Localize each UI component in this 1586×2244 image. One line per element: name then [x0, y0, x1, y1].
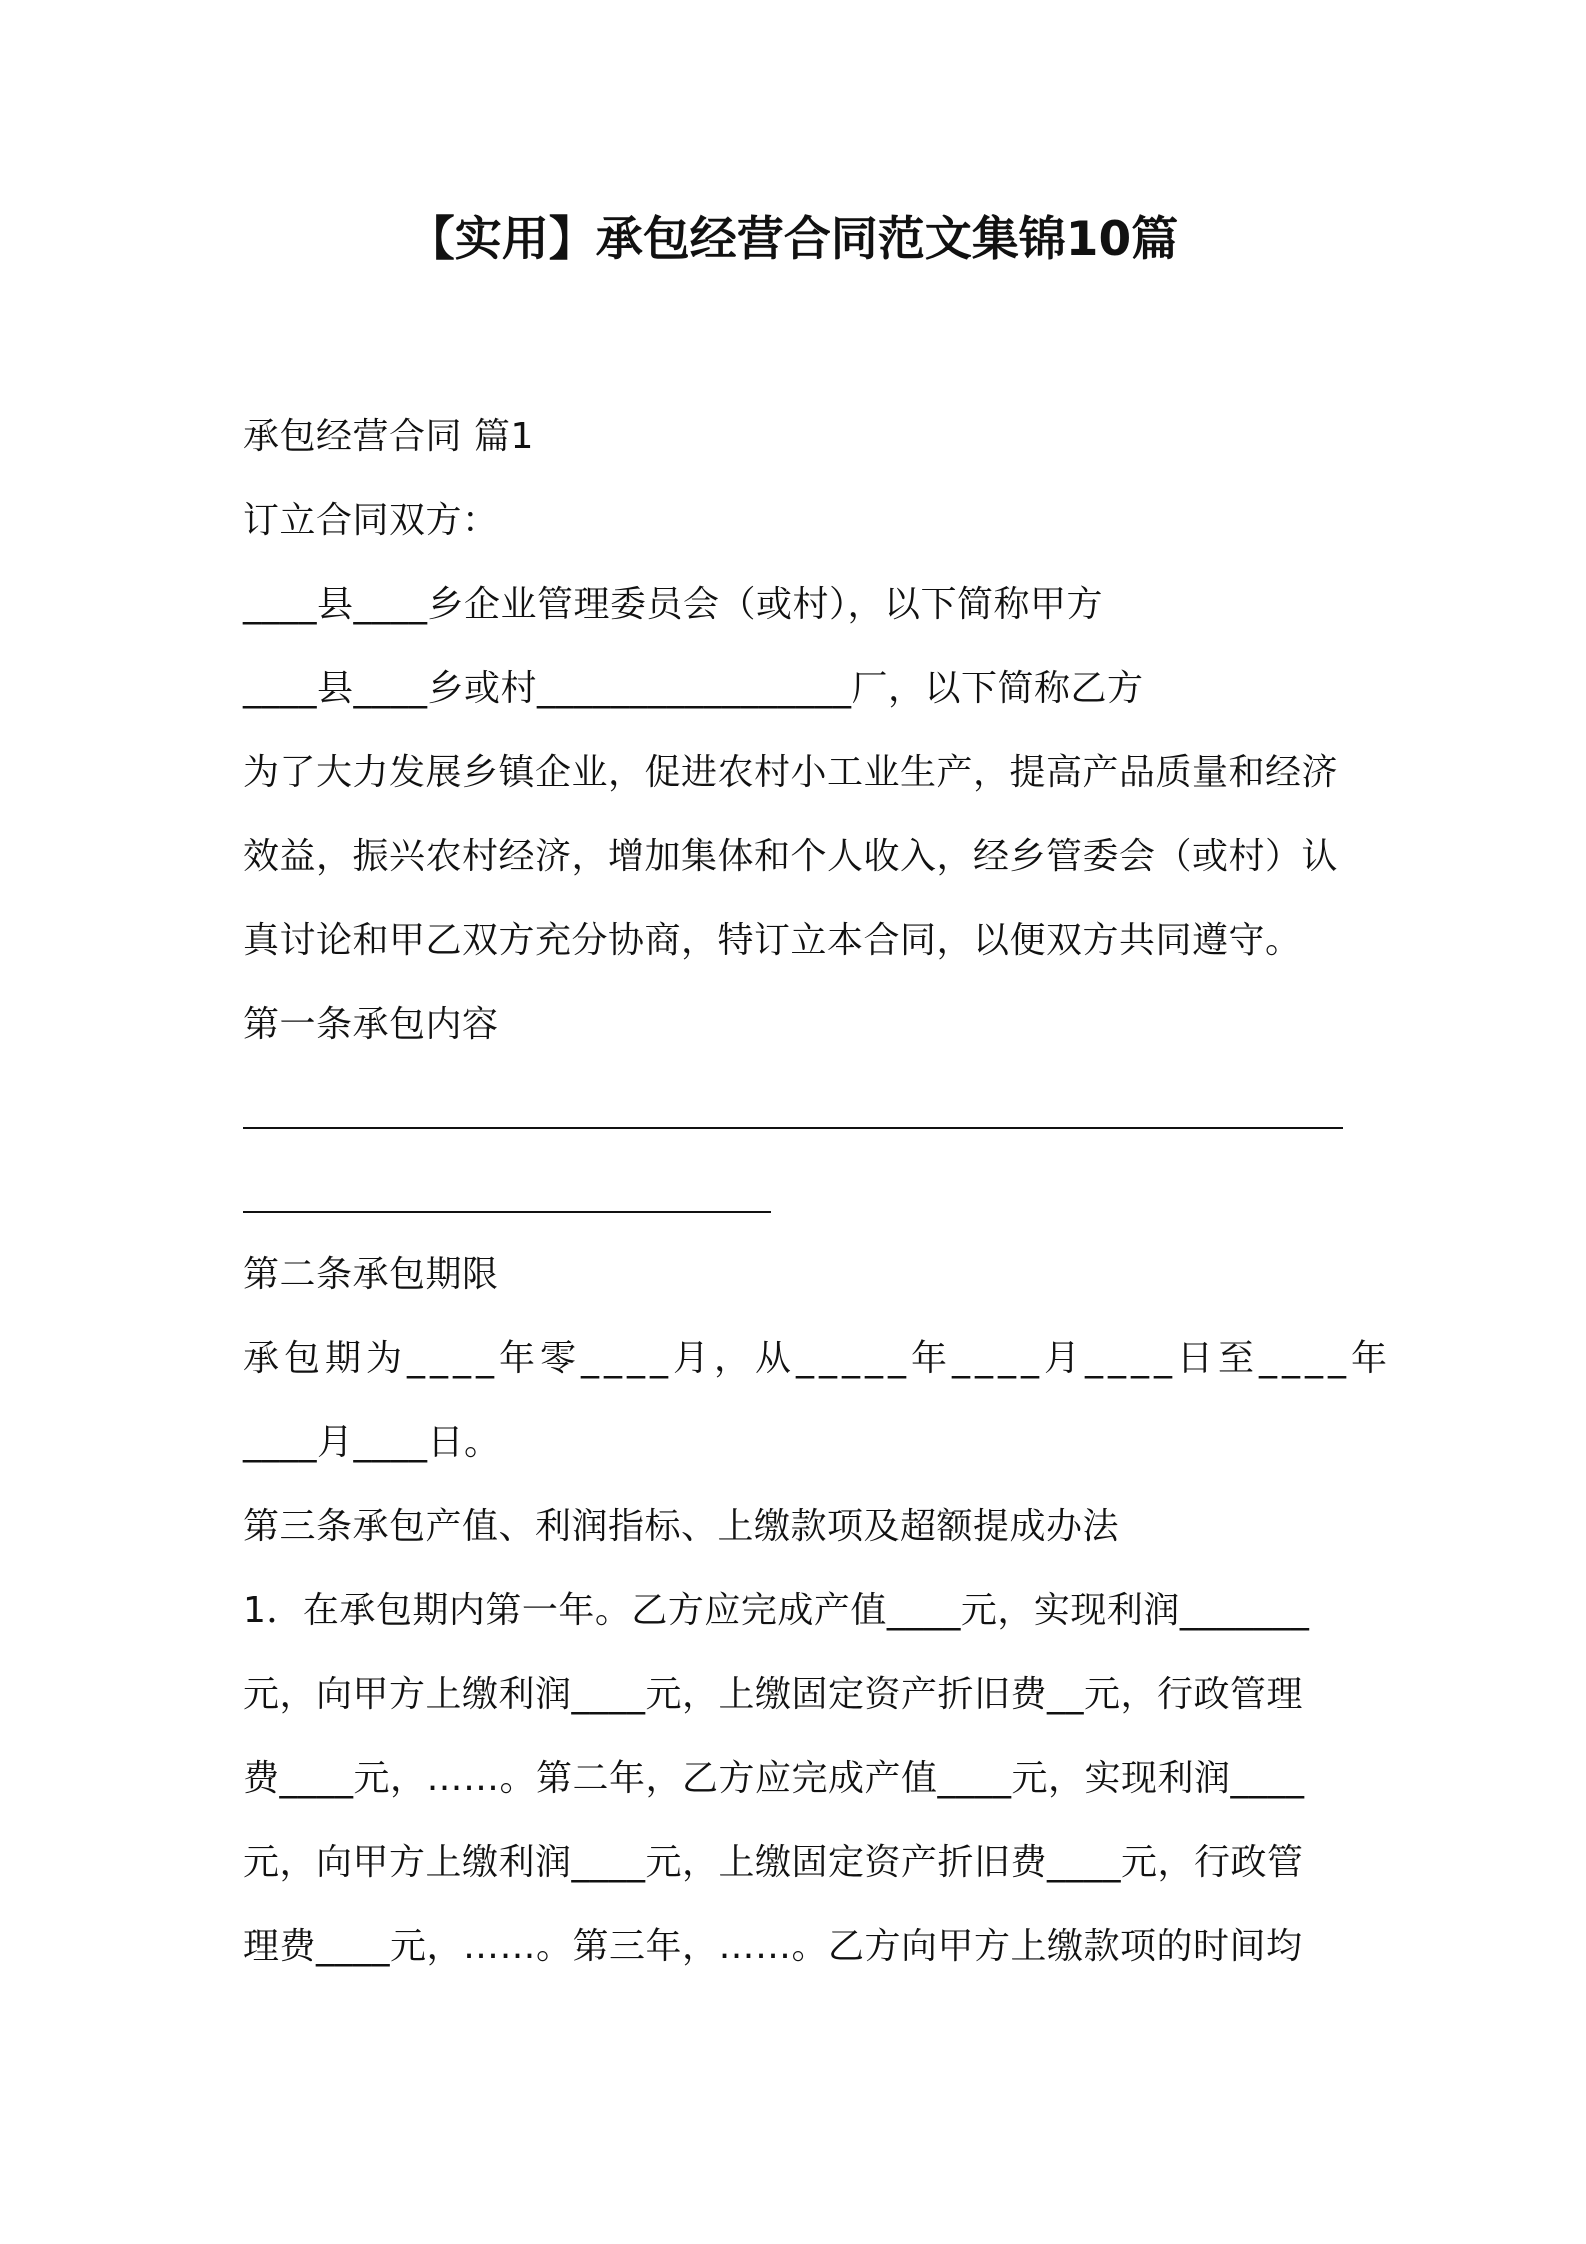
paragraph-line: 效益，振兴农村经济，增加集体和个人收入，经乡管委会（或村）认: [243, 836, 1339, 877]
paragraph-line: 元，向甲方上缴利润____元，上缴固定资产折旧费__元，行政管理: [243, 1674, 1304, 1715]
blank-fill-line: [243, 1127, 1343, 1129]
section-heading: 承包经营合同 篇1: [243, 416, 534, 457]
paragraph-line: 费____元，……。第二年，乙方应完成产值____元，实现利润____: [243, 1758, 1305, 1799]
paragraph-line: 元，向甲方上缴利润____元，上缴固定资产折旧费____元，行政管: [243, 1842, 1304, 1883]
paragraph-line: ____月____日。: [243, 1422, 501, 1463]
article-heading: 第二条承包期限: [243, 1254, 499, 1295]
blank-fill-line: [243, 1211, 771, 1213]
paragraph-line: 为了大力发展乡镇企业，促进农村小工业生产，提高产品质量和经济: [243, 752, 1339, 793]
paragraph-line: 订立合同双方：: [243, 500, 499, 541]
paragraph-line: ____县____乡企业管理委员会（或村），以下简称甲方: [243, 584, 1104, 625]
paragraph-line: 理费____元，……。第三年，……。乙方向甲方上缴款项的时间均: [243, 1926, 1303, 1967]
paragraph-line: 1．在承包期内第一年。乙方应完成产值____元，实现利润_______: [243, 1590, 1310, 1631]
article-heading: 第一条承包内容: [243, 1004, 499, 1045]
paragraph-line: 真讨论和甲乙双方充分协商，特订立本合同，以便双方共同遵守。: [243, 920, 1302, 961]
document-title: 【实用】承包经营合同范文集锦10篇: [407, 212, 1179, 267]
paragraph-line: ____县____乡或村_________________厂，以下简称乙方: [243, 668, 1144, 709]
paragraph-line: 承包期为____年零____月，从_____年____月____日至____年: [243, 1338, 1393, 1379]
article-heading: 第三条承包产值、利润指标、上缴款项及超额提成办法: [243, 1506, 1120, 1547]
